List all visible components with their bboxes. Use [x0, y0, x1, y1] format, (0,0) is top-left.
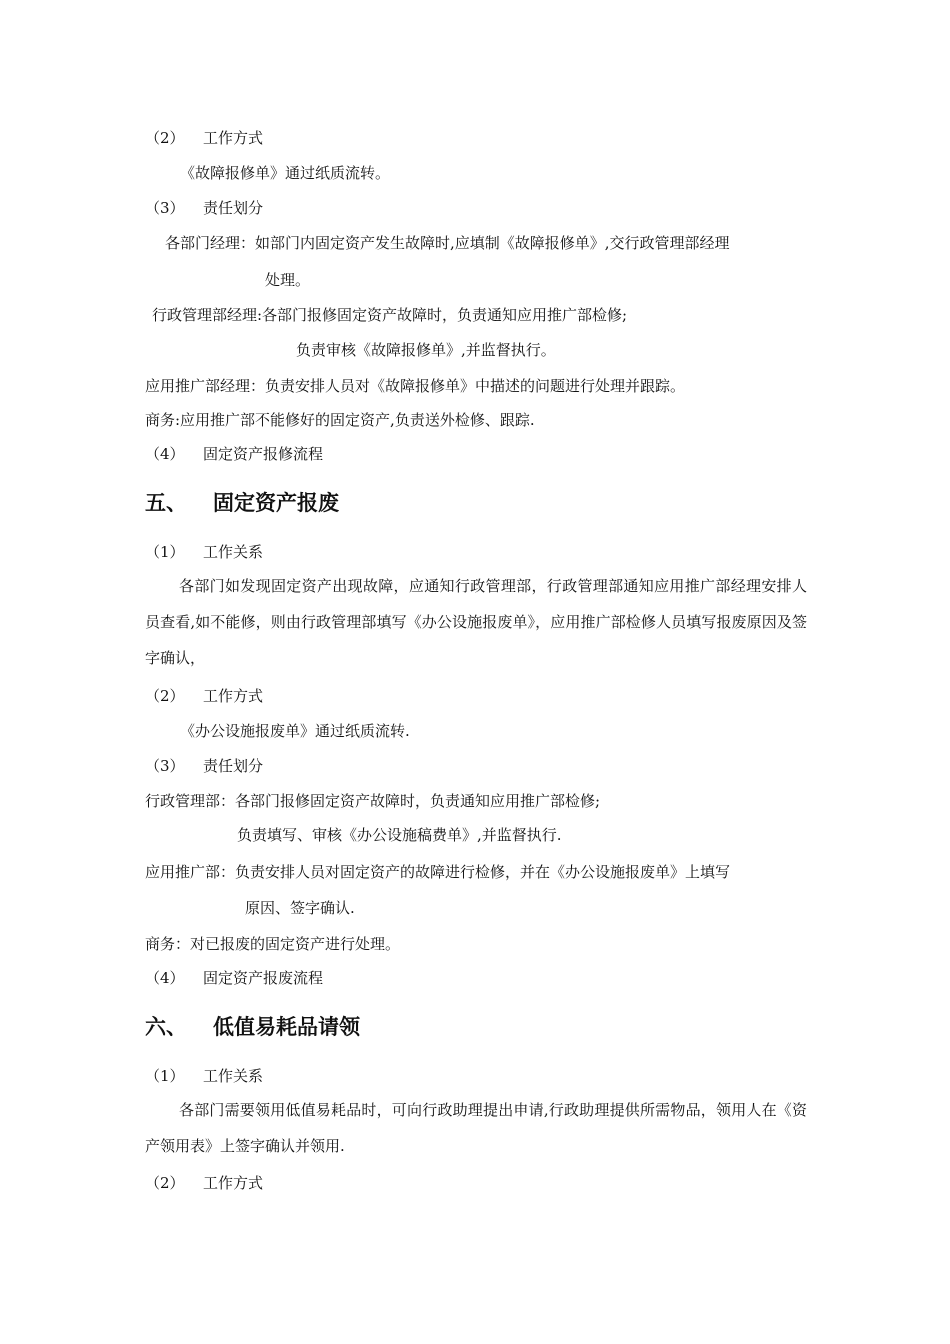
s5-admin: 行政管理部：各部门报修固定资产故障时，负责通知应用推广部检修;: [145, 792, 601, 810]
item-number: （1）: [145, 543, 185, 561]
s6-item1: [145, 1066, 263, 1086]
item-number: （2）: [145, 1174, 185, 1192]
item-number: （4）: [145, 445, 185, 463]
item-label: 固定资产报修流程: [203, 445, 324, 463]
s5-admin-cont: 负责填写、审核《办公设施稿费单》,并监督执行.: [237, 826, 562, 844]
s5-item1: [145, 542, 263, 562]
item-number: （1）: [145, 1067, 185, 1085]
s5-item2: [145, 686, 263, 706]
s6-item2: [145, 1173, 263, 1193]
s5-item1-text: 各部门如发现固定资产出现故障，应通知行政管理部，行政管理部通知应用推广部经理安排人员查看,如不能修，则由行政管理部填写《办公设施报废单》，应用推广部检修人员填写报废原因及签字确认，: [145, 577, 807, 667]
item-label: 责任划分: [203, 757, 264, 775]
item-label: 责任划分: [203, 199, 264, 217]
s4-item4: [145, 444, 323, 464]
item-number: （2）: [145, 129, 185, 147]
s4-business: 商务:应用推广部不能修好的固定资产,负责送外检修、跟踪.: [145, 411, 535, 429]
item-number: （3）: [145, 757, 185, 775]
item-number: （4）: [145, 969, 185, 987]
s5-promo-cont: 原因、签字确认.: [245, 899, 355, 917]
heading-number: 六、: [145, 1015, 187, 1039]
s4-promo-manager: 应用推广部经理：负责安排人员对《故障报修单》中描述的问题进行处理并跟踪。: [145, 377, 686, 395]
item-label: 工作方式: [203, 1174, 264, 1192]
heading-title: 低值易耗品请领: [213, 1015, 360, 1039]
s5-promo: 应用推广部：负责安排人员对固定资产的故障进行检修，并在《办公设施报废单》上填写: [145, 863, 731, 881]
s5-item3: [145, 756, 263, 776]
s4-admin-manager: 行政管理部经理:各部门报修固定资产故障时，负责通知应用推广部检修;: [152, 306, 628, 324]
s4-item2-text: 《故障报修单》通过纸质流转。: [180, 164, 391, 182]
s6-heading: [145, 1013, 360, 1041]
item-label: 工作关系: [203, 1067, 264, 1085]
item-number: （2）: [145, 687, 185, 705]
item-label: 工作方式: [203, 687, 264, 705]
s6-item1-text: 各部门需要领用低值易耗品时，可向行政助理提出申请,行政助理提供所需物品，领用人在《资产领用表》上签字确认并领用.: [145, 1101, 807, 1155]
s4-dept-manager-cont: 处理。: [265, 271, 311, 289]
heading-number: 五、: [145, 491, 187, 515]
s4-item3: [145, 198, 263, 218]
s4-admin-manager-cont: 负责审核《故障报修单》,并监督执行。: [296, 341, 556, 359]
item-label: 工作关系: [203, 543, 264, 561]
heading-title: 固定资产报废: [213, 491, 339, 515]
s5-heading: [145, 489, 339, 517]
item-label: 工作方式: [203, 129, 264, 147]
s4-item2: [145, 128, 263, 148]
item-label: 固定资产报废流程: [203, 969, 324, 987]
s5-item4: [145, 968, 323, 988]
s5-item2-text: 《办公设施报废单》通过纸质流转.: [180, 722, 410, 740]
s5-business: 商务：对已报废的固定资产进行处理。: [145, 935, 401, 953]
s4-dept-manager: 各部门经理：如部门内固定资产发生故障时,应填制《故障报修单》,交行政管理部经理: [165, 234, 730, 252]
item-number: （3）: [145, 199, 185, 217]
